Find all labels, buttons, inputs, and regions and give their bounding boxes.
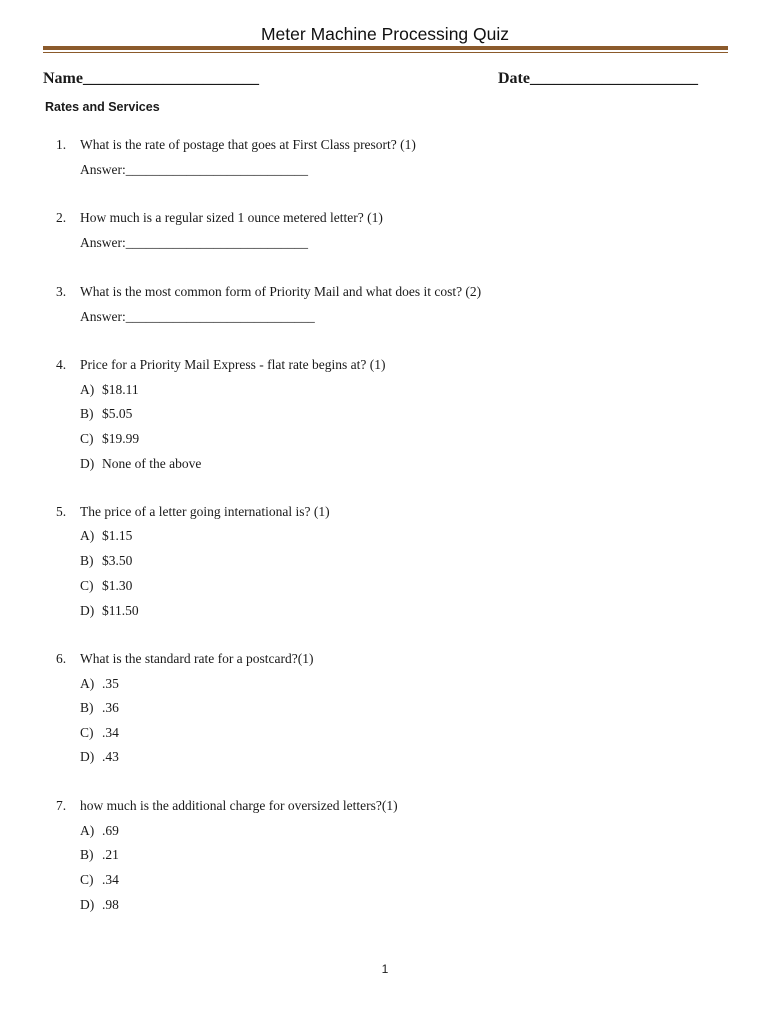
question-text: how much is the additional charge for oversized letters?(1) <box>80 798 398 813</box>
option-value: .21 <box>102 847 119 862</box>
option-value: .43 <box>102 749 119 764</box>
question-number: 4. <box>56 357 67 372</box>
option-letter: C) <box>80 578 94 593</box>
question-number: 5. <box>56 504 67 519</box>
option-letter: A) <box>80 528 95 543</box>
option-letter: B) <box>80 700 94 715</box>
question-text: What is the standard rate for a postcard?(1) <box>80 651 314 666</box>
option-letter: A) <box>80 823 95 838</box>
name-field[interactable]: Name______________________ <box>43 70 259 87</box>
option-letter: C) <box>80 725 94 740</box>
option-value: .34 <box>102 872 119 887</box>
section-title: Rates and Services <box>45 100 160 114</box>
page-number: 1 <box>381 962 389 976</box>
option-letter: B) <box>80 406 94 421</box>
option-value: .34 <box>102 725 119 740</box>
question-number: 1. <box>56 137 67 152</box>
date-field[interactable]: Date_____________________ <box>498 70 698 87</box>
option-letter: A) <box>80 676 95 691</box>
answer-field-1[interactable]: Answer:___________________________ <box>80 162 308 177</box>
option-value: $3.50 <box>102 553 133 568</box>
option-letter: D) <box>80 749 95 764</box>
answer-field-2[interactable]: Answer:___________________________ <box>80 235 308 250</box>
option-value: $1.15 <box>102 528 133 543</box>
option-letter: C) <box>80 431 94 446</box>
option-value: None of the above <box>102 456 202 471</box>
option-letter: B) <box>80 847 94 862</box>
option-letter: B) <box>80 553 94 568</box>
header-rule-thin <box>43 52 728 53</box>
question-text: How much is a regular sized 1 ounce metered letter? (1) <box>80 210 383 225</box>
option-value: $11.50 <box>102 603 139 618</box>
question-number: 2. <box>56 210 67 225</box>
question-number: 6. <box>56 651 67 666</box>
option-value: .69 <box>102 823 119 838</box>
option-value: $1.30 <box>102 578 133 593</box>
question-number: 7. <box>56 798 67 813</box>
option-value: $5.05 <box>102 406 133 421</box>
option-value: .36 <box>102 700 119 715</box>
question-number: 3. <box>56 284 67 299</box>
option-letter: C) <box>80 872 94 887</box>
question-text: What is the rate of postage that goes at First Class presort? (1) <box>80 137 416 152</box>
header-rule-thick <box>43 46 728 50</box>
answer-field-3[interactable]: Answer:____________________________ <box>80 309 315 324</box>
option-value: $18.11 <box>102 382 139 397</box>
option-value: .98 <box>102 897 119 912</box>
option-letter: D) <box>80 456 95 471</box>
page-title: Meter Machine Processing Quiz <box>260 24 510 44</box>
option-letter: D) <box>80 603 95 618</box>
option-letter: A) <box>80 382 95 397</box>
option-value: $19.99 <box>102 431 140 446</box>
question-text: Price for a Priority Mail Express - flat rate begins at? (1) <box>80 357 386 372</box>
option-value: .35 <box>102 676 119 691</box>
question-text: What is the most common form of Priority Mail and what does it cost? (2) <box>80 284 482 299</box>
option-letter: D) <box>80 897 95 912</box>
question-text: The price of a letter going international is? (1) <box>80 504 330 519</box>
